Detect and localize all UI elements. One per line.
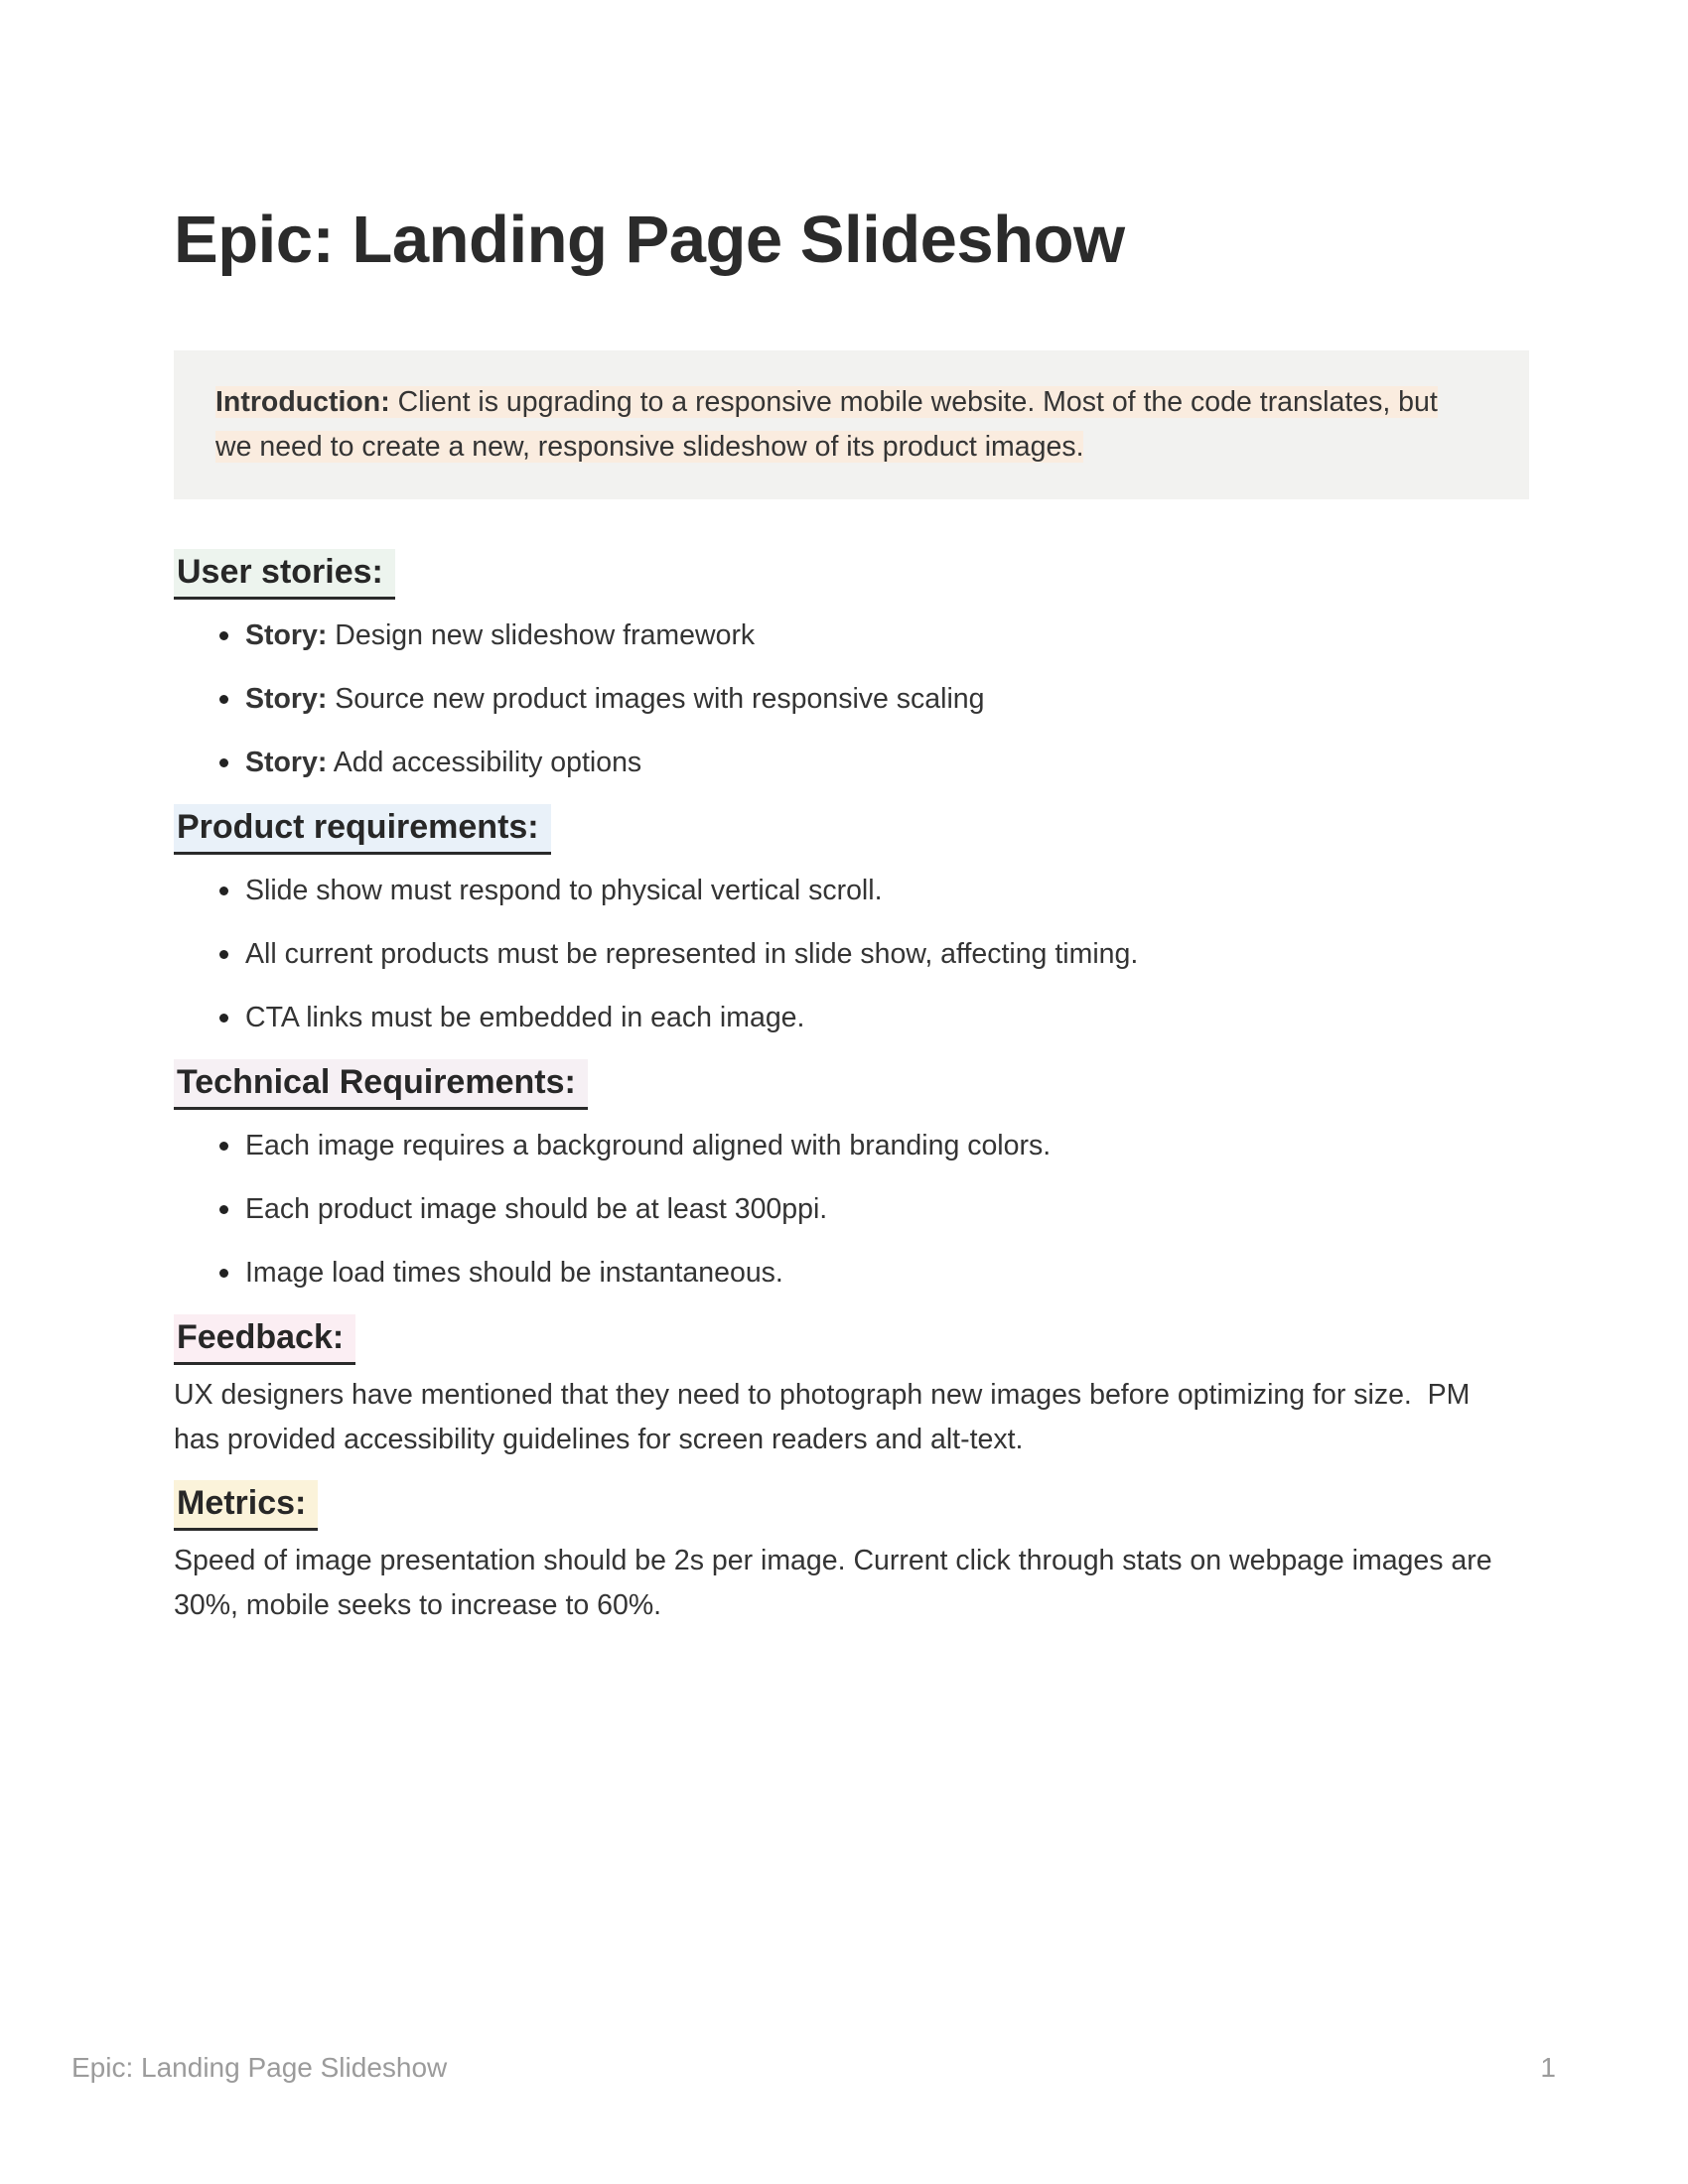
bullet-text: Design new slideshow framework (327, 618, 756, 651)
page-title: Epic: Landing Page Slideshow (174, 203, 1125, 277)
bullet-item (174, 1251, 1529, 1296)
section-bullet-list-product-requirements (174, 869, 1529, 1040)
section-bullet-list-user-stories (174, 614, 1529, 785)
bullet-label: Story: (245, 746, 328, 778)
section-heading-metrics (174, 1480, 1529, 1531)
bullet-label: Story: (245, 618, 328, 651)
bullet-text: Image load times should be instantaneous. (245, 1256, 783, 1289)
section-paragraph-metrics: Speed of image presentation should be 2s per image. Current click through stats on webpage images are 30%, mobile seeks to increase to 60%. (174, 1544, 1500, 1621)
page-footer (71, 2053, 1556, 2083)
introduction-label: Introduction: (215, 385, 390, 418)
bullet-text: CTA links must be embedded in each image. (245, 1001, 805, 1033)
section-heading-highlight: Feedback: (174, 1314, 355, 1365)
section-heading-highlight: Product requirements: (174, 804, 551, 855)
bullet-item (174, 996, 1529, 1040)
section-heading-product-requirements (174, 804, 1529, 855)
bullet-item (174, 741, 1529, 785)
bullet-label: Story: (245, 682, 328, 715)
document-content (174, 0, 1529, 1628)
section-heading-highlight: Technical Requirements: (174, 1059, 588, 1110)
section-heading-technical-requirements (174, 1059, 1529, 1110)
introduction-callout (174, 350, 1529, 499)
bullet-item (174, 614, 1529, 658)
footer-page-number: 1 (1540, 2052, 1556, 2083)
introduction-body: Client is upgrading to a responsive mobile website. Most of the code translates, but we need to create a new, responsive slideshow of its product images. (215, 385, 1438, 463)
section-bullet-list-technical-requirements (174, 1124, 1529, 1296)
bullet-item (174, 677, 1529, 722)
bullet-text: Add accessibility options (327, 746, 642, 778)
section-heading-highlight: Metrics: (174, 1480, 318, 1531)
bullet-text: Slide show must respond to physical vertical scroll. (245, 874, 883, 906)
bullet-item (174, 932, 1529, 977)
section-heading-user-stories (174, 549, 1529, 600)
introduction-text (215, 380, 1477, 470)
bullet-item (174, 1187, 1529, 1232)
bullet-item (174, 869, 1529, 913)
bullet-text: Each image requires a background aligned with branding colors. (245, 1129, 1052, 1161)
section-heading-feedback (174, 1314, 1529, 1365)
bullet-text: All current products must be represented in slide show, affecting timing. (245, 937, 1139, 970)
footer-document-title: Epic: Landing Page Slideshow (71, 2052, 448, 2083)
bullet-text: Each product image should be at least 300ppi. (245, 1192, 828, 1225)
document-sections (174, 549, 1529, 1628)
bullet-item (174, 1124, 1529, 1168)
section-paragraph-feedback: UX designers have mentioned that they need to photograph new images before optimizing for size. PM has provided accessibility guidelines for screen readers and alt-text. (174, 1378, 1478, 1455)
section-heading-highlight: User stories: (174, 549, 395, 600)
bullet-text: Source new product images with responsive scaling (327, 682, 985, 715)
